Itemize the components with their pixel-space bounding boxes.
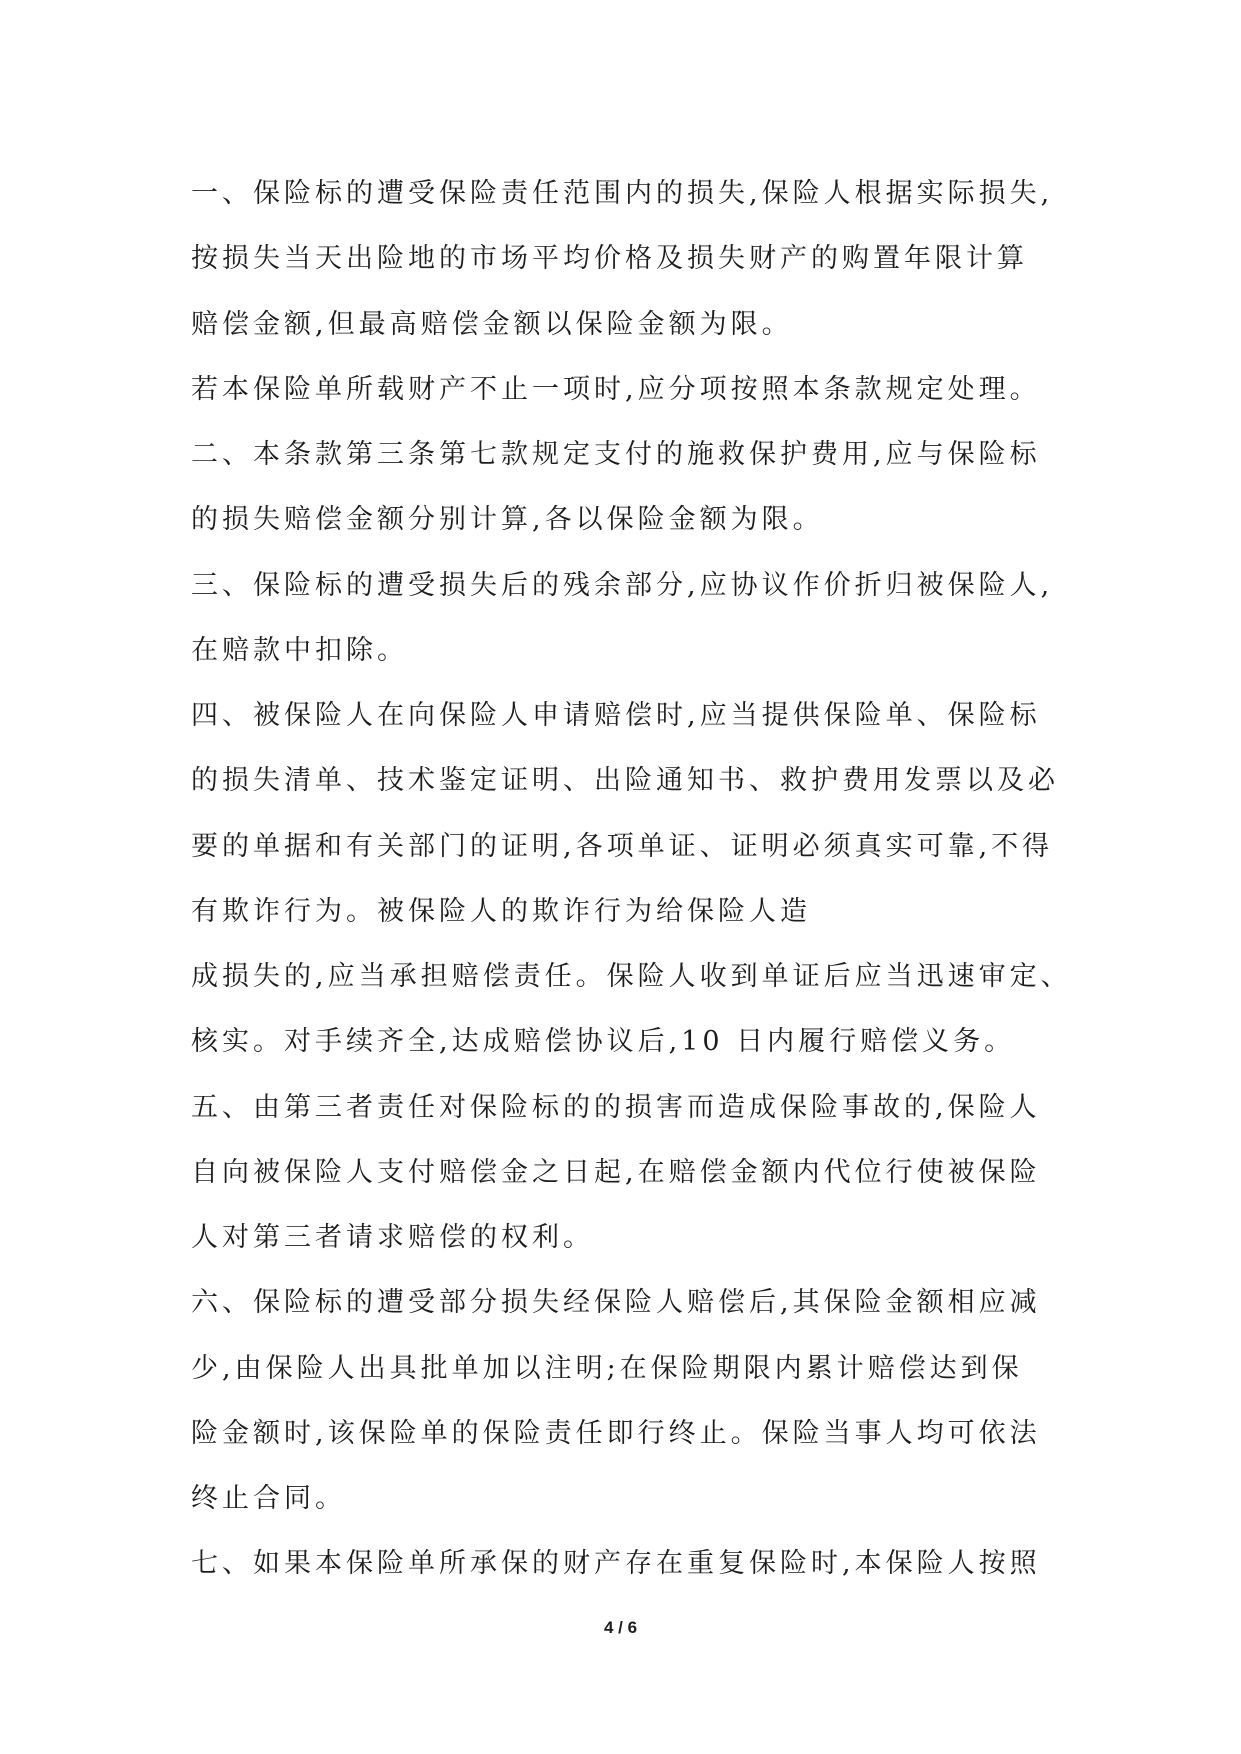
text-line: 七、如果本保险单所承保的财产存在重复保险时,本保险人按照 — [191, 1548, 1041, 1580]
text-line: 五、由第三者责任对保险标的的损害而造成保险事故的,保险人 — [191, 1091, 1041, 1123]
text-line: 人对第三者请求赔偿的权利。 — [191, 1222, 594, 1253]
document-body — [191, 161, 1091, 1597]
text-line: 终止合同。 — [191, 1483, 346, 1514]
text-line: 按损失当天出险地的市场平均价格及损失财产的购置年限计算 — [191, 243, 1028, 275]
text-line: 一、保险标的遭受保险责任范围内的损失,保险人根据实际损失, — [191, 178, 1054, 209]
text-line: 若本保险单所载财产不止一项时,应分项按照本条款规定处理。 — [191, 373, 1041, 405]
text-line: 赔偿金额,但最高赔偿金额以保险金额为限。 — [191, 308, 793, 340]
text-line: 六、保险标的遭受部分损失经保险人赔偿后,其保险金额相应减 — [191, 1287, 1041, 1319]
text-line: 自向被保险人支付赔偿金之日起,在赔偿金额内代位行使被保险 — [191, 1156, 1041, 1188]
text-line: 少,由保险人出具批单加以注明;在保险期限内累计赔偿达到保 — [191, 1352, 1023, 1384]
text-line: 险金额时,该保险单的保险责任即行终止。保险当事人均可依法 — [191, 1417, 1041, 1449]
text-line: 有欺诈行为。被保险人的欺诈行为给保险人造 — [191, 895, 811, 927]
page-number: 4 / 6 — [603, 1618, 638, 1637]
text-line: 二、本条款第三条第七款规定支付的施救保护费用,应与保险标 — [191, 439, 1041, 470]
text-line: 三、保险标的遭受损失后的残余部分,应协议作价折归被保险人, — [191, 569, 1054, 601]
text-line: 要的单据和有关部门的证明,各项单证、证明必须真实可靠,不得 — [191, 830, 1054, 862]
text-line: 在赔款中扣除。 — [191, 634, 408, 666]
text-line: 的损失赔偿金额分别计算,各以保险金额为限。 — [191, 504, 824, 536]
text-line: 四、被保险人在向保险人申请赔偿时,应当提供保险单、保险标 — [191, 700, 1041, 731]
text-line: 的损失清单、技术鉴定证明、出险通知书、救护费用发票以及必 — [191, 765, 1059, 797]
text-line: 成损失的,应当承担赔偿责任。保险人收到单证后应当迅速审定、 — [191, 961, 1072, 992]
text-line: 核实。对手续齐全,达成赔偿协议后,10 日内履行赔偿义务。 — [191, 1026, 1016, 1058]
